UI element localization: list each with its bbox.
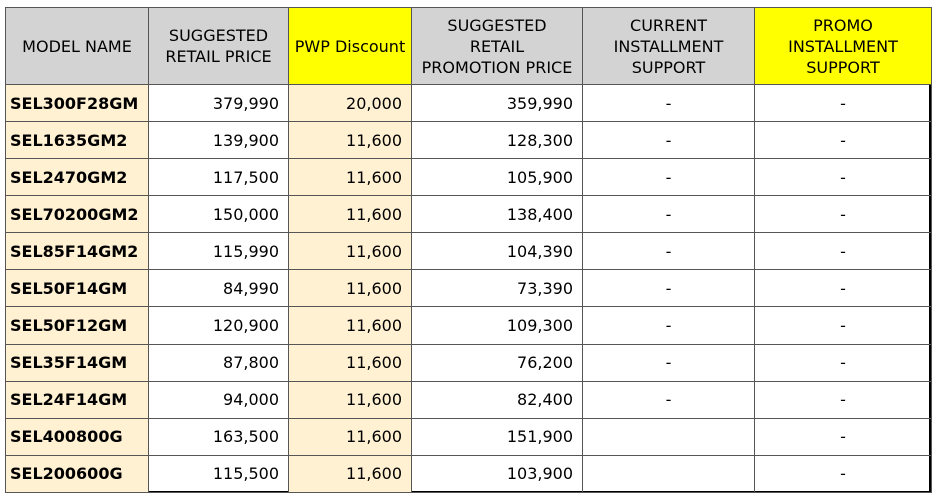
promo-price-cell: 359,990 bbox=[412, 85, 583, 122]
pwp-cell: 11,600 bbox=[289, 196, 412, 233]
promo-price-cell: 104,390 bbox=[412, 233, 583, 270]
srp-cell: 87,800 bbox=[149, 344, 289, 381]
header-model-name: MODEL NAME bbox=[6, 8, 149, 85]
table-row bbox=[6, 418, 932, 455]
promo-installment-cell: - bbox=[755, 344, 932, 381]
promo-price-cell: 82,400 bbox=[412, 381, 583, 418]
promo-price-cell: 76,200 bbox=[412, 344, 583, 381]
table-row bbox=[6, 159, 932, 196]
pwp-cell: 11,600 bbox=[289, 122, 412, 159]
srp-cell: 379,990 bbox=[149, 85, 289, 122]
table-row bbox=[6, 344, 932, 381]
model-name-cell: SEL50F14GM bbox=[6, 270, 149, 307]
header-current-installment-support: CURRENT INSTALLMENT SUPPORT bbox=[583, 8, 755, 85]
promo-price-cell: 128,300 bbox=[412, 122, 583, 159]
promo-installment-cell: - bbox=[755, 270, 932, 307]
model-name-cell: SEL200600G bbox=[6, 455, 149, 492]
model-name-cell: SEL85F14GM2 bbox=[6, 233, 149, 270]
model-name-cell: SEL400800G bbox=[6, 418, 149, 455]
srp-cell: 115,500 bbox=[149, 455, 289, 492]
table-row bbox=[6, 122, 932, 159]
pwp-cell: 20,000 bbox=[289, 85, 412, 122]
current-installment-cell: - bbox=[583, 307, 755, 344]
promo-installment-cell: - bbox=[755, 85, 932, 122]
promo-price-cell: 103,900 bbox=[412, 455, 583, 492]
current-installment-cell: - bbox=[583, 270, 755, 307]
pwp-cell: 11,600 bbox=[289, 418, 412, 455]
current-installment-cell: - bbox=[583, 122, 755, 159]
promo-price-cell: 109,300 bbox=[412, 307, 583, 344]
pwp-cell: 11,600 bbox=[289, 233, 412, 270]
current-installment-cell: - bbox=[583, 381, 755, 418]
srp-cell: 117,500 bbox=[149, 159, 289, 196]
table-row bbox=[6, 85, 932, 122]
table-row bbox=[6, 381, 932, 418]
current-installment-cell bbox=[583, 455, 755, 492]
srp-cell: 94,000 bbox=[149, 381, 289, 418]
promo-installment-cell: - bbox=[755, 307, 932, 344]
pwp-cell: 11,600 bbox=[289, 270, 412, 307]
promo-installment-cell: - bbox=[755, 381, 932, 418]
promo-installment-cell: - bbox=[755, 233, 932, 270]
pwp-cell: 11,600 bbox=[289, 307, 412, 344]
current-installment-cell: - bbox=[583, 159, 755, 196]
table-row bbox=[6, 270, 932, 307]
current-installment-cell: - bbox=[583, 196, 755, 233]
pwp-cell: 11,600 bbox=[289, 455, 412, 492]
promo-price-cell: 105,900 bbox=[412, 159, 583, 196]
header-suggested-retail-price: SUGGESTED RETAIL PRICE bbox=[149, 8, 289, 85]
promo-installment-cell: - bbox=[755, 196, 932, 233]
price-table bbox=[5, 7, 932, 493]
model-name-cell: SEL50F12GM bbox=[6, 307, 149, 344]
current-installment-cell: - bbox=[583, 85, 755, 122]
model-name-cell: SEL35F14GM bbox=[6, 344, 149, 381]
pwp-cell: 11,600 bbox=[289, 159, 412, 196]
table-row bbox=[6, 307, 932, 344]
pwp-cell: 11,600 bbox=[289, 344, 412, 381]
promo-installment-cell: - bbox=[755, 122, 932, 159]
promo-installment-cell: - bbox=[755, 418, 932, 455]
promo-price-cell: 138,400 bbox=[412, 196, 583, 233]
header-suggested-promotion-price: SUGGESTED RETAIL PROMOTION PRICE bbox=[412, 8, 583, 85]
current-installment-cell: - bbox=[583, 344, 755, 381]
table-row bbox=[6, 196, 932, 233]
header-row bbox=[6, 8, 932, 85]
model-name-cell: SEL300F28GM bbox=[6, 85, 149, 122]
table-row bbox=[6, 455, 932, 492]
current-installment-cell: - bbox=[583, 233, 755, 270]
model-name-cell: SEL1635GM2 bbox=[6, 122, 149, 159]
current-installment-cell bbox=[583, 418, 755, 455]
model-name-cell: SEL24F14GM bbox=[6, 381, 149, 418]
promo-price-cell: 151,900 bbox=[412, 418, 583, 455]
srp-cell: 150,000 bbox=[149, 196, 289, 233]
srp-cell: 115,990 bbox=[149, 233, 289, 270]
table-row bbox=[6, 233, 932, 270]
promo-price-cell: 73,390 bbox=[412, 270, 583, 307]
header-promo-installment-support: PROMO INSTALLMENT SUPPORT bbox=[755, 8, 932, 85]
model-name-cell: SEL2470GM2 bbox=[6, 159, 149, 196]
srp-cell: 139,900 bbox=[149, 122, 289, 159]
srp-cell: 163,500 bbox=[149, 418, 289, 455]
header-pwp-discount: PWP Discount bbox=[289, 8, 412, 85]
srp-cell: 120,900 bbox=[149, 307, 289, 344]
model-name-cell: SEL70200GM2 bbox=[6, 196, 149, 233]
promo-installment-cell: - bbox=[755, 455, 932, 492]
srp-cell: 84,990 bbox=[149, 270, 289, 307]
promo-installment-cell: - bbox=[755, 159, 932, 196]
pwp-cell: 11,600 bbox=[289, 381, 412, 418]
